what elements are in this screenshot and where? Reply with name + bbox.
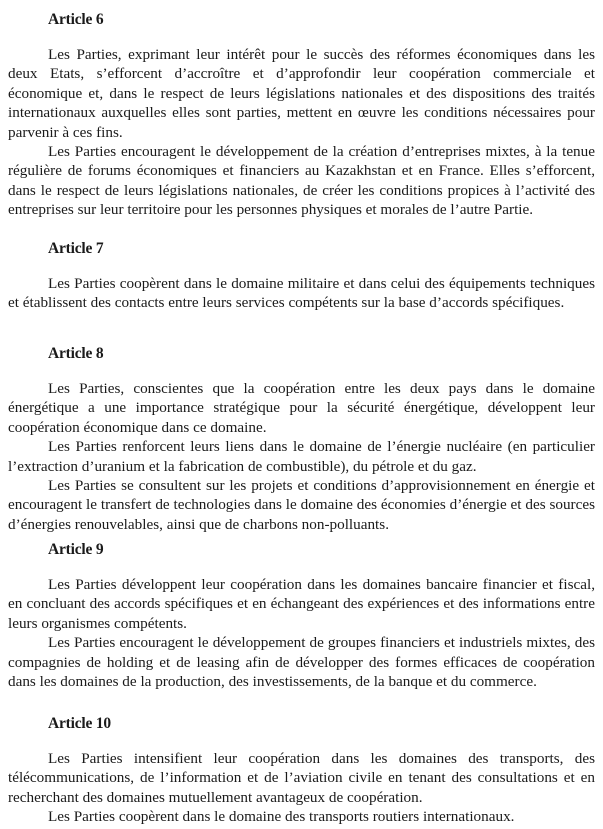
article-heading: Article 6 [48,11,104,28]
article-paragraph: Les Parties coopèrent dans le domaine des transports routiers internationaux. [48,808,515,826]
article-paragraph: Les Parties, exprimant leur intérêt pour le succès des réformes économiques dans les deux Etats, s’efforcent d’accroître et d’approfondir leur coopération commerciale et économique et, dans le respect de leurs législations nationales et des dispositions des traités internationaux auxquelles elles sont parties, mettent en œuvre les conditions nécessaires pour parvenir à ces fins. [8,46,595,141]
article-paragraph: Les Parties encouragent le développement de la création d’entreprises mixtes, à la tenue régulière de forums économiques et financiers au Kazakhstan et en France. Elles s’efforcent, dans le respect de leurs législations nationales, de créer les conditions propices à l’activité des entreprises sur leur territoire pour les personnes physiques et morales de l’autre Partie. [8,143,595,219]
article-10 [8,714,595,827]
article-heading: Article 9 [48,541,104,558]
article-heading: Article 8 [48,345,104,362]
article-heading: Article 7 [48,240,104,257]
article-paragraph: Les Parties coopèrent dans le domaine militaire et dans celui des équipements techniques et établissent des contacts entre leurs services compétents sur la base d’accords spécifiques. [8,275,595,312]
article-7 [8,239,595,313]
article-6 [8,10,595,220]
article-paragraph: Les Parties développent leur coopération dans les domaines bancaire financier et fiscal, en concluant des accords spécifiques et en échangeant des expériences et des informations entre leurs organismes compétents. [8,576,595,632]
article-heading: Article 10 [48,715,111,732]
article-paragraph: Les Parties intensifient leur coopération dans les domaines des transports, des télécommunications, de l’information et de l’aviation civile en tenant des consultations et en recherchant des domaines mutuellement avantageux de coopération. [8,750,595,806]
article-8 [8,344,595,534]
article-paragraph: Les Parties renforcent leurs liens dans le domaine de l’énergie nucléaire (en particulier l’extraction d’uranium et la fabrication de combustible), du pétrole et du gaz. [8,438,595,475]
article-9 [8,540,595,691]
article-paragraph: Les Parties se consultent sur les projets et conditions d’approvisionnement en énergie et encouragent le transfert de technologies dans le domaine des économies d’énergie et des sources d’énergies renouvelables, ainsi que de charbons non-polluants. [8,477,595,533]
article-paragraph: Les Parties encouragent le développement de groupes financiers et industriels mixtes, des compagnies de holding et de leasing afin de développer des formes efficaces de coopération dans les domaines de la production, des investissements, de la banque et du commerce. [8,634,595,691]
article-paragraph: Les Parties, conscientes que la coopération entre les deux pays dans le domaine énergétique a une importance stratégique pour la sécurité énergétique, développent leur coopération économique dans ce domaine. [8,380,595,436]
